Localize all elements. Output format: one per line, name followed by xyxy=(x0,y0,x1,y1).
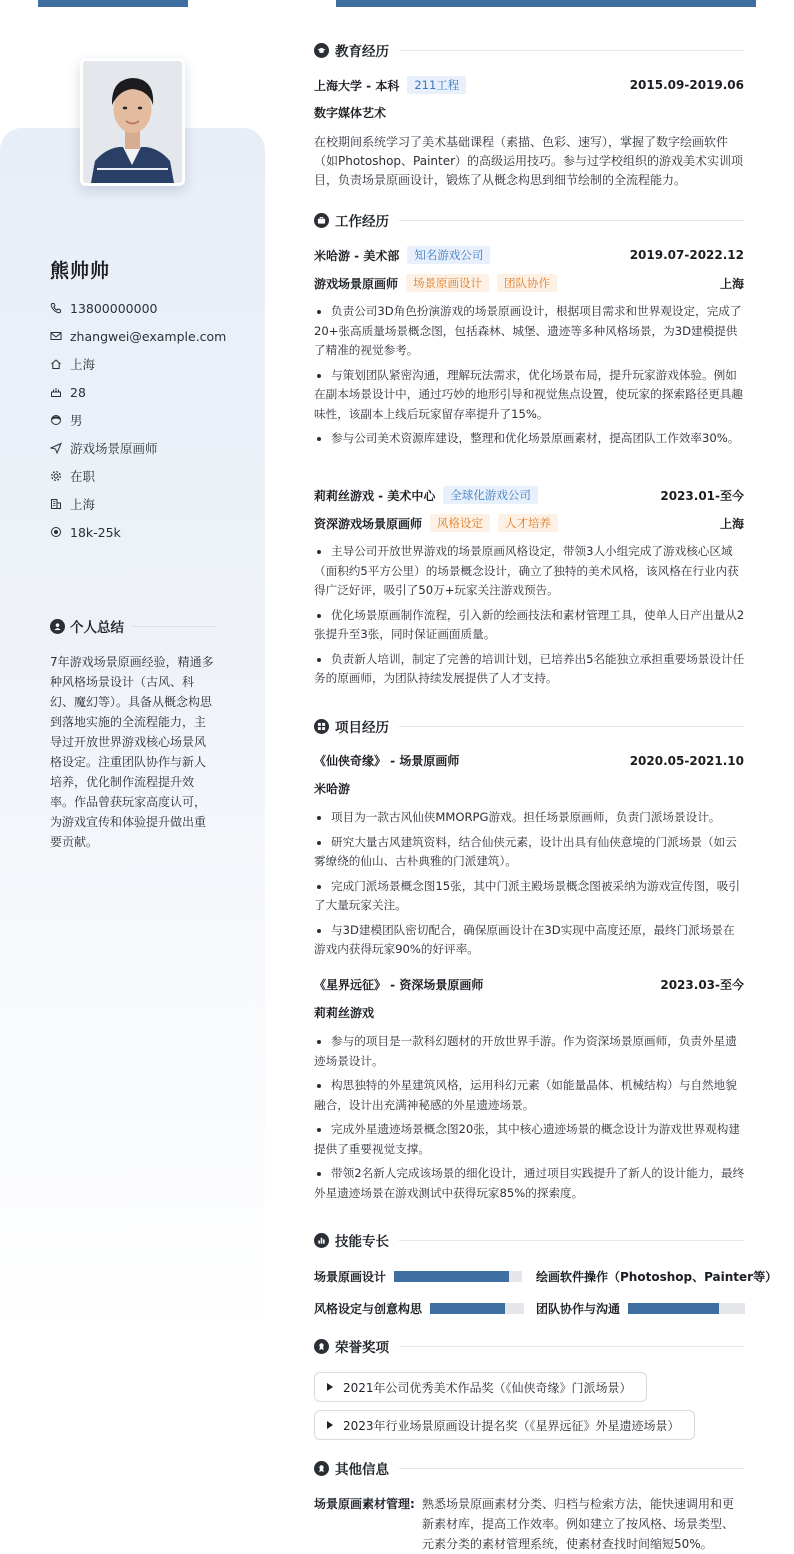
skill-4-fill xyxy=(628,1303,719,1314)
school-tag: 211工程 xyxy=(407,76,466,94)
skill-1-bar xyxy=(394,1271,522,1282)
target-icon xyxy=(50,526,62,538)
summary-divider xyxy=(132,626,216,627)
education-date: 2015.09-2019.06 xyxy=(629,78,744,92)
job-1-date: 2019.07-2022.12 xyxy=(629,248,744,262)
project-2-bullets xyxy=(314,1032,746,1208)
job-2-role-row xyxy=(314,514,744,532)
summary-text: 7年游戏场景原画经验，精通多种风格场景设计（古风、科幻、魔幻等）。具备从概念构思到落地实施的全流程能力，主导过开放世界游戏核心场景风格设定。注重团队协作与新人培养，优化制作流程提升效率。作品曾获玩家高度认可，为游戏宣传和体验提升做出重要贡献。 xyxy=(50,655,214,849)
other-heading xyxy=(314,1458,744,1478)
gender-icon xyxy=(50,414,62,426)
job-2-city: 上海 xyxy=(719,516,744,531)
phone-text: 13800000000 xyxy=(70,300,158,316)
job-2-tag-2: 人才培养 xyxy=(498,514,558,532)
skill-2-name: 绘画软件操作（Photoshop、Painter等） xyxy=(536,1270,778,1284)
job-1-role: 游戏场景原画师 xyxy=(314,276,399,291)
award-item-1[interactable] xyxy=(314,1372,647,1402)
list-item: 研究大量古风建筑资料，结合仙侠元素，设计出具有仙侠意境的门派场景（如云雾缭绕的仙山、古朴典雅的门派建筑）。 xyxy=(314,833,746,872)
job-1-role-row xyxy=(314,274,744,292)
play-icon xyxy=(327,1383,333,1391)
list-item: 项目为一款古风仙侠MMORPG游戏。担任场景原画师，负责门派场景设计。 xyxy=(314,808,746,828)
project-2-org: 莉莉丝游戏 xyxy=(314,1006,375,1020)
award-icon xyxy=(314,1339,329,1354)
list-item: 优化场景原画制作流程，引入新的绘画技法和素材管理工具，使单人日产出量从2张提升至3张，同时保证画面质量。 xyxy=(314,606,746,645)
list-item: 负责公司3D角色扮演游戏的场景原画设计，根据项目需求和世界观设定，完成了20+张高质量场景概念图，包括森林、城堡、遗迹等多种风格场景，为3D建模提供了精准的视觉参考。 xyxy=(314,302,746,361)
awards-heading xyxy=(314,1336,744,1356)
age-text: 28 xyxy=(70,384,86,400)
user-circle-icon xyxy=(50,619,65,634)
job-2-header xyxy=(314,486,744,504)
other-value: 熟悉场景原画素材分类、归档与检索方法，能快速调用和更新素材库，提高工作效率。例如建立了按风格、场景类型、元素分类的素材管理系统，使素材查找时间缩短50%。 xyxy=(422,1497,735,1551)
skill-4 xyxy=(536,1300,745,1317)
skills-title: 技能专长 xyxy=(335,1234,389,1250)
project-1-name: 《仙侠奇缘》 - 场景原画师 xyxy=(314,754,460,768)
info-location xyxy=(50,350,250,378)
projects-title: 项目经历 xyxy=(335,720,389,736)
briefcase-icon xyxy=(314,213,329,228)
job-2-role: 资深游戏场景原画师 xyxy=(314,516,423,531)
salary-text: 18k-25k xyxy=(70,524,121,540)
job-1-tag-2: 团队协作 xyxy=(497,274,557,292)
list-item: 参与公司美术资源库建设，整理和优化场景原画素材，提高团队工作效率30%。 xyxy=(314,429,746,449)
project-2-header xyxy=(314,976,744,993)
project-2-name: 《星界远征》 - 资深场景原画师 xyxy=(314,978,484,992)
grid-icon xyxy=(314,719,329,734)
education-title: 教育经历 xyxy=(335,44,389,60)
profile-photo xyxy=(80,58,185,186)
awards-divider xyxy=(399,1346,744,1347)
award-icon xyxy=(314,1461,329,1476)
work-heading xyxy=(314,210,744,230)
job-1-company: 米哈游 - 美术部 xyxy=(314,248,400,263)
education-description: 在校期间系统学习了美术基础课程（素描、色彩、速写），掌握了数字绘画软件（如Photoshop、Painter）的高级运用技巧。参与过学校组织的游戏美术实训项目，负责场景原画设计，锻炼了从概念构思到细节绘制的全流程能力。 xyxy=(314,135,744,187)
skill-3 xyxy=(314,1300,524,1317)
list-item: 负责新人培训，制定了完善的培训计划，已培养出5名能独立承担重要场景设计任务的原画师，为团队持续发展提供了人才支持。 xyxy=(314,650,746,689)
job-2-company: 莉莉丝游戏 - 美术中心 xyxy=(314,488,436,503)
project-1-org-row xyxy=(314,780,744,797)
skill-4-name: 团队协作与沟通 xyxy=(536,1302,621,1316)
summary-heading xyxy=(50,616,216,636)
work-divider xyxy=(399,220,744,221)
skill-3-bar xyxy=(430,1303,524,1314)
list-item: 与策划团队紧密沟通，理解玩法需求，优化场景布局，提升玩家游戏体验。例如在副本场景设计中，通过巧妙的地形引导和视觉焦点设置，使玩家的探索路径更具趣味性，该副本上线后玩家留存率提升了15%。 xyxy=(314,366,746,425)
project-2-org-row xyxy=(314,1004,744,1021)
skills-heading xyxy=(314,1230,744,1250)
major-row xyxy=(314,104,744,121)
status-text: 在职 xyxy=(70,469,96,484)
job-2-bullets xyxy=(314,542,746,694)
skill-4-bar xyxy=(628,1303,745,1314)
position-text: 游戏场景原画师 xyxy=(70,441,158,456)
info-email xyxy=(50,322,250,350)
gender-text: 男 xyxy=(70,413,83,428)
skill-3-name: 风格设定与创意构思 xyxy=(314,1302,423,1316)
list-item: 带领2名新人完成该场景的细化设计，通过项目实践提升了新人的设计能力，最终外星遗迹场景在游戏测试中获得玩家85%的探索度。 xyxy=(314,1164,746,1203)
location-text: 上海 xyxy=(70,357,96,372)
project-1-header xyxy=(314,752,744,769)
project-1-org: 米哈游 xyxy=(314,782,351,796)
avatar xyxy=(83,61,182,183)
job-2-date: 2023.01-至今 xyxy=(660,488,744,503)
major-name: 数字媒体艺术 xyxy=(314,106,387,120)
skill-3-fill xyxy=(430,1303,505,1314)
award-1-text: 2021年公司优秀美术作品奖（《仙侠奇缘》门派场景） xyxy=(343,1380,632,1395)
gear-icon xyxy=(50,470,62,482)
building-icon xyxy=(50,498,62,510)
skill-1-fill xyxy=(394,1271,509,1282)
info-phone xyxy=(50,294,250,322)
project-2-date: 2023.03-至今 xyxy=(660,978,744,992)
top-accent-bar-left xyxy=(38,0,188,7)
info-age xyxy=(50,378,250,406)
info-target-city xyxy=(50,490,250,518)
other-title: 其他信息 xyxy=(335,1462,389,1478)
skill-1 xyxy=(314,1268,522,1285)
cake-icon xyxy=(50,386,62,398)
job-2-company-tag: 全球化游戏公司 xyxy=(443,486,538,504)
projects-heading xyxy=(314,716,744,736)
education-divider xyxy=(399,50,744,51)
target-city-text: 上海 xyxy=(70,497,96,512)
skill-2 xyxy=(536,1268,777,1285)
awards-title: 荣誉奖项 xyxy=(335,1340,389,1356)
phone-icon xyxy=(50,302,62,314)
award-item-2[interactable] xyxy=(314,1410,695,1440)
job-2-tag-1: 风格设定 xyxy=(430,514,490,532)
skills-divider xyxy=(399,1240,744,1241)
play-icon xyxy=(327,1421,333,1429)
education-heading xyxy=(314,40,744,60)
list-item: 主导公司开放世界游戏的场景原画风格设定，带领3人小组完成了游戏核心区域（面积约5平方公里）的场景概念设计，确立了独特的美术风格，该风格在行业内获得广泛好评，吸引了50万+玩家关注游戏预告。 xyxy=(314,542,746,601)
job-1-city: 上海 xyxy=(719,276,744,291)
info-position xyxy=(50,434,250,462)
send-icon xyxy=(50,442,62,454)
skill-1-name: 场景原画设计 xyxy=(314,1270,387,1284)
info-gender xyxy=(50,406,250,434)
summary-title: 个人总结 xyxy=(70,620,124,636)
list-item: 完成门派场景概念图15张，其中门派主殿场景概念图被采纳为游戏宣传图，吸引了大量玩家关注。 xyxy=(314,877,746,916)
projects-divider xyxy=(399,726,744,727)
email-text: zhangwei@example.com xyxy=(70,328,227,344)
project-1-bullets xyxy=(314,808,746,965)
info-status xyxy=(50,462,250,490)
list-item: 构思独特的外星建筑风格，运用科幻元素（如能量晶体、机械结构）与自然地貌融合，设计出充满神秘感的外星遗迹场景。 xyxy=(314,1076,746,1115)
contact-info-list xyxy=(50,294,250,546)
top-accent-bar-right xyxy=(336,0,756,7)
education-row xyxy=(314,76,744,94)
home-icon xyxy=(50,358,62,370)
award-2-text: 2023年行业场景原画设计提名奖（《星界远征》外星遗迹场景） xyxy=(343,1418,680,1433)
list-item: 与3D建模团队密切配合，确保原画设计在3D实现中高度还原，最终门派场景在游戏内获得玩家90%的好评率。 xyxy=(314,921,746,960)
mail-icon xyxy=(50,330,62,342)
job-1-bullets xyxy=(314,302,746,454)
graduation-cap-icon xyxy=(314,43,329,58)
info-salary xyxy=(50,518,250,546)
project-1-date: 2020.05-2021.10 xyxy=(629,753,744,768)
other-info-row xyxy=(314,1494,744,1554)
job-1-header xyxy=(314,246,744,264)
other-divider xyxy=(399,1468,744,1469)
school-name: 上海大学 - 本科 xyxy=(314,78,400,93)
list-item: 完成外星遗迹场景概念图20张，其中核心遗迹场景的概念设计为游戏世界观构建提供了重要视觉支撑。 xyxy=(314,1120,746,1159)
job-1-company-tag: 知名游戏公司 xyxy=(407,246,490,264)
other-key: 场景原画素材管理: xyxy=(314,1497,415,1511)
candidate-name: 熊帅帅 xyxy=(50,260,111,282)
list-item: 参与的项目是一款科幻题材的开放世界手游。作为资深场景原画师，负责外星遗迹场景设计。 xyxy=(314,1032,746,1071)
job-1-tag-1: 场景原画设计 xyxy=(406,274,489,292)
work-title: 工作经历 xyxy=(335,214,389,230)
portrait-image xyxy=(83,61,182,183)
bar-chart-icon xyxy=(314,1233,329,1248)
